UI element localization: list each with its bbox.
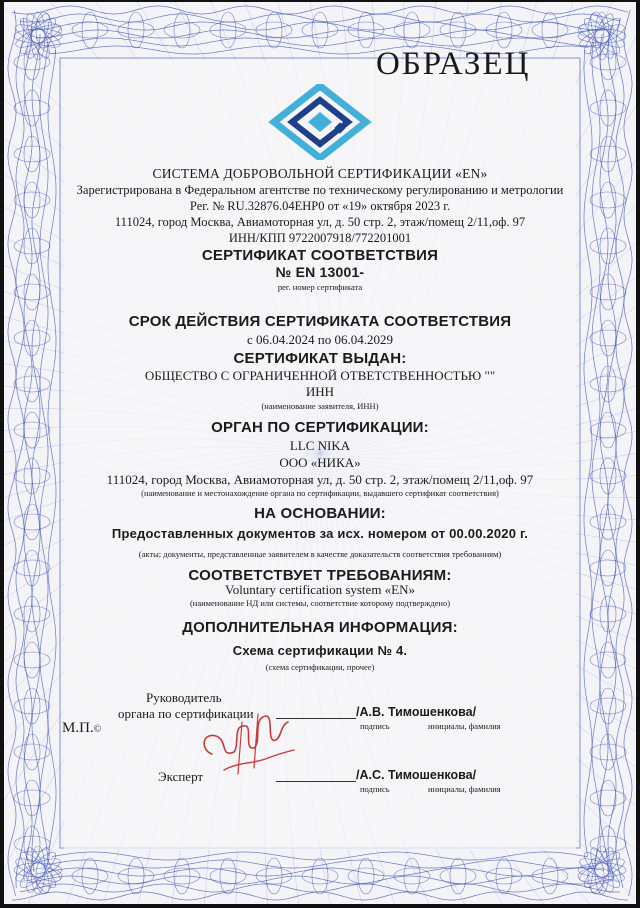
requirements-caption: (наименование НД или системы, соответствие которому подтверждено) [189,598,451,608]
issued-to-caption: (наименование заявителя, ИНН) [261,401,379,411]
certificate-page [4,2,636,904]
validity-title: СРОК ДЕЙСТВИЯ СЕРТИФИКАТА СООТВЕТСТВИЯ [128,313,512,330]
certificate-title: СЕРТИФИКАТ СООТВЕТСТВИЯ [201,247,439,264]
expert-label: Эксперт [158,769,204,784]
certificate-number: № EN 13001- [275,264,365,280]
handwritten-signature [194,692,304,792]
issued-to-name: ОБЩЕСТВО С ОГРАНИЧЕННОЙ ОТВЕТСТВЕННОСТЬЮ "" [144,368,496,383]
head-sign-caption: подпись [360,721,390,731]
seal-place [62,720,101,737]
registration-text: Зарегистрирована в Федеральном агентстве по техническому регулированию и метрологии [76,183,564,197]
diamond-logo-icon [262,84,378,160]
system-address: 111024, город Москва, Авиамоторная ул, д. 50 стр. 2, этаж/помещ 2/11,оф. 97 [114,215,526,229]
head-initials-caption: инициалы, фамилия [428,721,501,731]
certificate-number-caption: рег. номер сертификата [277,282,363,292]
body-name-en: LLC NIKA [289,438,351,453]
head-label-2: органа по сертификации [118,706,254,721]
body-address: 111024, город Москва, Авиамоторная ул, д. 50 стр. 2, этаж/помещ 2/11,оф. 97 [106,472,534,487]
basis-text: Предоставленных документов за исх. номером от 00.00.2020 г. [111,526,529,541]
system-inn: ИНН/КПП 9722007918/772201001 [228,231,412,245]
mp-mark: © [93,724,102,735]
body-caption: (наименование и местонахождение органа по сертификации, выдавшего сертификат соответствия) [141,488,499,498]
basis-title: НА ОСНОВАНИИ: [254,505,386,522]
additional-scheme: Схема сертификации № 4. [232,643,408,658]
expert-name: /А.С. Тимошенкова/ [356,768,477,782]
expert-initials-caption: инициалы, фамилия [428,784,501,794]
basis-caption: (акты; документы, представленные заявителем в качестве доказательств соответствия требованиям) [138,549,502,559]
issued-to-title: СЕРТИФИКАТ ВЫДАН: [233,350,407,367]
head-name: /А.В. Тимошенкова/ [356,705,477,719]
expert-sign-caption: подпись [360,784,390,794]
issued-to-inn: ИНН [305,384,335,399]
registration-number: Рег. № RU.32876.04ЕНР0 от «19» октября 2023 г. [189,199,451,213]
sample-stamp: ОБРАЗЕЦ [376,46,531,82]
additional-caption: (схема сертификации, прочее) [265,662,375,672]
system-name: СИСТЕМА ДОБРОВОЛЬНОЙ СЕРТИФИКАЦИИ «EN» [152,166,488,181]
body-name-ru: ООО «НИКА» [279,455,361,470]
mp-text: М.П. [62,720,94,736]
body-title: ОРГАН ПО СЕРТИФИКАЦИИ: [211,419,429,436]
additional-title: ДОПОЛНИТЕЛЬНАЯ ИНФОРМАЦИЯ: [182,619,458,636]
validity-dates: с 06.04.2024 по 06.04.2029 [247,332,393,347]
requirements-text: Voluntary certification system «EN» [224,582,416,597]
requirements-title: СООТВЕТСТВУЕТ ТРЕБОВАНИЯМ: [188,567,452,584]
head-label-1: Руководитель [146,690,222,705]
